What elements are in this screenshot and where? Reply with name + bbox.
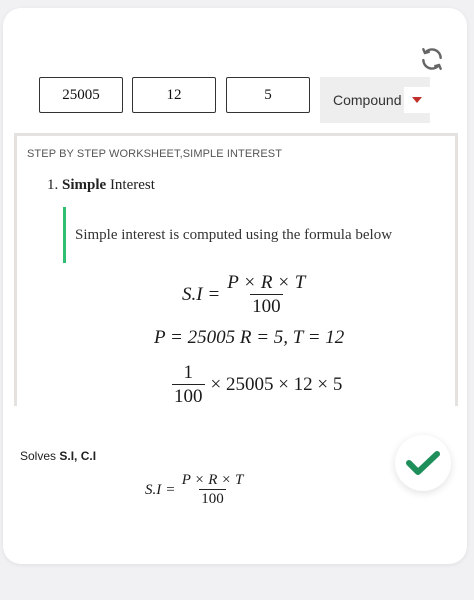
worksheet-panel: [14, 133, 458, 406]
formula-fraction: [225, 272, 307, 318]
interest-type-select[interactable]: [320, 77, 430, 123]
solves-text: Solves: [20, 449, 57, 463]
footer-formula: [145, 472, 245, 508]
formula-numerator: P × R × T: [227, 272, 306, 293]
step-rest: × 25005 × 12 × 5: [210, 374, 343, 395]
caret-down-icon: [412, 97, 422, 103]
worksheet-heading: STEP BY STEP WORKSHEET,SIMPLE INTEREST: [27, 148, 283, 160]
formula-denominator: 100: [252, 296, 281, 317]
formula-equals: =: [208, 284, 220, 305]
quote-text: Simple interest is computed using the formula below: [75, 227, 393, 243]
refresh-icon[interactable]: [419, 46, 445, 72]
footer-numerator: P × R × T: [181, 472, 244, 488]
time-input[interactable]: 12: [132, 77, 216, 113]
quote-accent-bar: [63, 207, 66, 263]
interest-type-value: Compound: [333, 92, 402, 108]
check-icon: [406, 450, 440, 476]
footer-equals: =: [166, 481, 175, 498]
formula-values: [154, 327, 344, 349]
step-numerator: 1: [183, 362, 193, 383]
values-line: P = 25005 R = 5, T = 12: [154, 327, 345, 348]
formula-lhs: S.I: [182, 284, 203, 305]
footer-denominator: 100: [201, 491, 224, 507]
list-item-bold: Simple: [62, 177, 107, 193]
solves-value: S.I, C.I: [59, 449, 97, 463]
solves-label: [20, 449, 96, 463]
check-button[interactable]: [395, 435, 451, 491]
step-denominator: 100: [174, 386, 203, 406]
rate-input[interactable]: 5: [226, 77, 310, 113]
formula-step: [172, 362, 342, 406]
formula-simple-interest: [182, 272, 307, 318]
footer-lhs: S.I: [145, 481, 162, 498]
step-fraction: [172, 362, 205, 406]
list-item-rest: Interest: [109, 177, 155, 193]
list-number: 1.: [47, 177, 59, 193]
footer-fraction: [180, 472, 246, 508]
principal-input[interactable]: 25005: [39, 77, 123, 113]
worksheet-list-item: [47, 177, 155, 194]
dropdown-toggle[interactable]: [404, 87, 430, 113]
